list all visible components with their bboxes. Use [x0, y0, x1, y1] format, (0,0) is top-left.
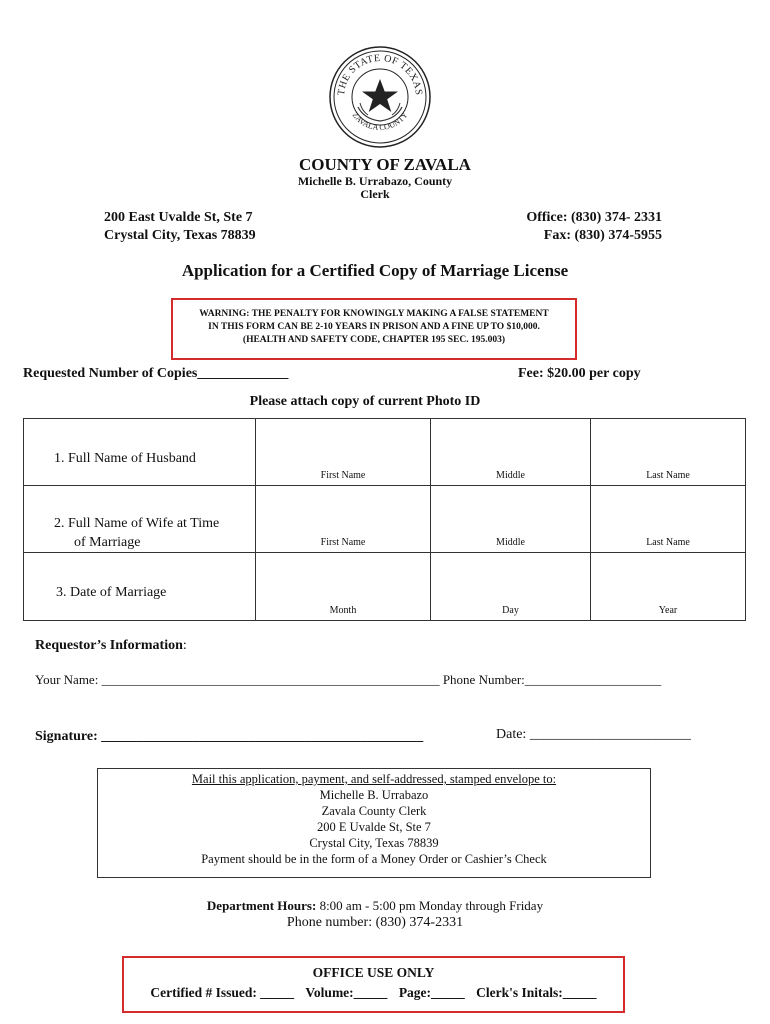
husband-middle-name-field[interactable]: Middle	[431, 419, 591, 486]
county-seal-logo	[328, 45, 432, 149]
volume-field: Volume:_____	[305, 985, 388, 1000]
requested-copies-field[interactable]: Requested Number of Copies_____________	[23, 366, 289, 381]
table-row	[24, 419, 746, 486]
wife-middle-name-field[interactable]: Middle	[431, 486, 591, 553]
star-icon	[362, 79, 398, 112]
husband-first-name-field[interactable]: First Name	[256, 419, 431, 486]
wife-first-name-field[interactable]: First Name	[256, 486, 431, 553]
fee-label: Fee: $20.00 per copy	[518, 366, 641, 381]
office-use-box: OFFICE USE ONLY Certified # Issued: _____ Volume:_____ Page:_____ Clerk's Initals:_____	[122, 956, 625, 1013]
marriage-month-field[interactable]: Month	[256, 553, 431, 621]
wife-name-label: 2. Full Name of Wife at Time of Marriage	[24, 486, 256, 553]
clerk-initials-field: Clerk's Initals:_____	[476, 985, 597, 1000]
department-hours: Department Hours: 8:00 am - 5:00 pm Monday through Friday Phone number: (830) 374-2331	[0, 897, 750, 931]
marriage-day-field[interactable]: Day	[431, 553, 591, 621]
marriage-date-label: 3. Date of Marriage	[24, 553, 256, 621]
requestor-name-phone-field[interactable]: Your Name: ____________________________________________________ Phone Number:_____________________	[35, 672, 662, 687]
department-phone: Phone number: (830) 374-2331	[286, 915, 464, 930]
county-title: COUNTY OF ZAVALA	[299, 155, 471, 174]
svg-text:ZAVALA COUNTY: ZAVALA COUNTY	[350, 110, 410, 133]
marriage-year-field[interactable]: Year	[591, 553, 746, 621]
office-phone: Office: (830) 374- 2331	[526, 210, 662, 225]
clerk-name: Michelle B. Urrabazo, County Clerk	[297, 174, 453, 201]
wife-last-name-field[interactable]: Last Name	[591, 486, 746, 553]
marriage-info-table	[23, 418, 746, 621]
table-row	[24, 553, 746, 621]
mailing-instructions-box: Mail this application, payment, and self-addressed, stamped envelope to: Michelle B. Urrabazo Zavala County Clerk 200 E Uvalde St, Ste 7 Crystal City, Texas 78839 Payment should be in the form of a Money Order or Cashier’s Check	[97, 768, 651, 878]
form-title: Application for a Certified Copy of Marriage License	[181, 261, 569, 280]
warning-box: WARNING: THE PENALTY FOR KNOWINGLY MAKING A FALSE STATEMENT IN THIS FORM CAN BE 2-10 YEARS IN PRISON AND A FINE UP TO $10,000. (HEALTH AND SAFETY CODE, CHAPTER 195 SEC. 195.003)	[171, 298, 577, 360]
husband-last-name-field[interactable]: Last Name	[591, 419, 746, 486]
certified-issued-field: Certified # Issued: _____	[150, 985, 295, 1000]
date-field[interactable]: Date: _______________________	[496, 727, 691, 742]
photo-id-note: Please attach copy of current Photo ID	[249, 394, 481, 409]
table-row	[24, 486, 746, 553]
page-field: Page:_____	[398, 985, 465, 1000]
svg-text:THE STATE OF TEXAS: THE STATE OF TEXAS	[335, 52, 425, 96]
office-fax: Fax: (830) 374-5955	[543, 228, 662, 243]
office-contact	[526, 209, 662, 245]
office-address: 200 East Uvalde St, Ste 7 Crystal City, Texas 78839	[104, 210, 256, 243]
requestor-heading: Requestor’s Information:	[35, 638, 187, 653]
signature-field[interactable]: Signature: ______________________________________________	[35, 729, 424, 744]
husband-name-label: 1. Full Name of Husband	[24, 419, 256, 486]
